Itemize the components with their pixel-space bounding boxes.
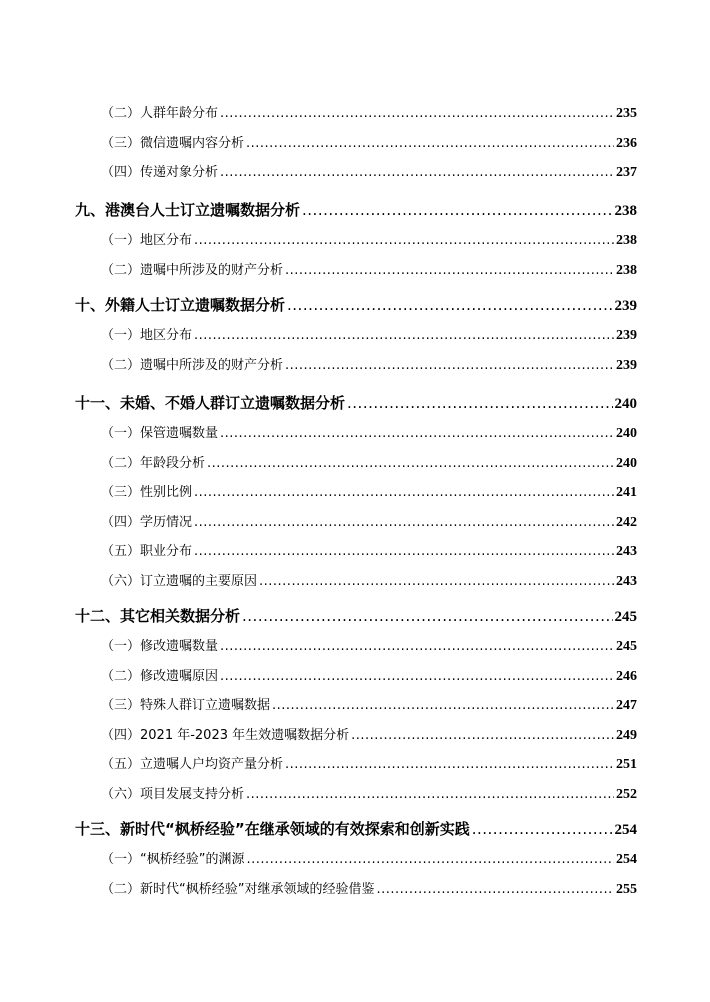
dot-leader bbox=[259, 575, 614, 588]
toc-entry-title: （一）修改遗嘱数量 bbox=[101, 639, 219, 654]
dot-leader bbox=[285, 359, 614, 372]
toc-entry[interactable] bbox=[101, 354, 637, 374]
toc-entry-title: （五）职业分布 bbox=[101, 544, 193, 559]
toc-entry-title: （四）传递对象分析 bbox=[101, 165, 219, 180]
dot-leader bbox=[220, 670, 614, 683]
toc-page-number: 247 bbox=[616, 698, 637, 713]
toc-entry[interactable] bbox=[101, 102, 637, 122]
toc-entry[interactable] bbox=[101, 635, 637, 655]
toc-entry[interactable] bbox=[101, 878, 637, 898]
toc-page-number: 238 bbox=[616, 233, 637, 248]
toc-page-number: 235 bbox=[616, 106, 637, 121]
dot-leader bbox=[351, 729, 614, 742]
toc-page-number: 240 bbox=[616, 426, 637, 441]
toc-section-entry[interactable] bbox=[75, 199, 637, 220]
toc-entry[interactable] bbox=[101, 452, 637, 472]
dot-leader bbox=[194, 516, 614, 529]
toc-page-number: 255 bbox=[616, 882, 637, 897]
dot-leader bbox=[285, 758, 614, 771]
toc-entry[interactable] bbox=[101, 694, 637, 714]
toc-entry[interactable] bbox=[101, 665, 637, 685]
dot-leader bbox=[246, 788, 614, 801]
toc-entry-title: （二）修改遗嘱原因 bbox=[101, 669, 219, 684]
toc-entry[interactable] bbox=[101, 229, 637, 249]
toc-section-title: 九、港澳台人士订立遗嘱数据分析 bbox=[75, 201, 301, 219]
toc-page-number: 240 bbox=[616, 456, 637, 471]
toc-page-number: 245 bbox=[614, 609, 637, 625]
toc-entry[interactable] bbox=[101, 132, 637, 152]
dot-leader bbox=[207, 457, 614, 470]
toc-entry-title: （三）特殊人群订立遗嘱数据 bbox=[101, 698, 271, 713]
dot-leader bbox=[347, 396, 612, 411]
toc-section-entry[interactable] bbox=[75, 605, 637, 626]
toc-entry-title: （二）人群年龄分布 bbox=[101, 106, 219, 121]
toc-page-number: 251 bbox=[616, 757, 637, 772]
toc-entry-title: （五）立遗嘱人户均资产量分析 bbox=[101, 757, 284, 772]
dot-leader bbox=[194, 234, 614, 247]
toc-entry[interactable] bbox=[101, 570, 637, 590]
toc-page-number: 243 bbox=[616, 574, 637, 589]
toc-section-title: 十三、新时代“枫桥经验”在继承领域的有效探索和创新实践 bbox=[75, 820, 470, 838]
dot-leader bbox=[220, 640, 614, 653]
toc-entry-title: （三）微信遗嘱内容分析 bbox=[101, 136, 245, 151]
toc-entry-title: （一）地区分布 bbox=[101, 328, 193, 343]
toc-page-number: 238 bbox=[614, 203, 637, 219]
dot-leader bbox=[285, 264, 614, 277]
dot-leader bbox=[376, 883, 614, 896]
toc-section-title: 十二、其它相关数据分析 bbox=[75, 607, 241, 625]
toc-entry-title: （一）“枫桥经验”的渊源 bbox=[101, 852, 245, 867]
toc-page-number: 254 bbox=[614, 822, 637, 838]
toc-section-entry[interactable] bbox=[75, 818, 637, 839]
toc-entry[interactable] bbox=[101, 783, 637, 803]
toc-page-number: 245 bbox=[616, 639, 637, 654]
toc-entry-title: （二）新时代“枫桥经验”对继承领域的经验借鉴 bbox=[101, 882, 375, 897]
toc-page-number: 243 bbox=[616, 544, 637, 559]
toc-entry[interactable] bbox=[101, 753, 637, 773]
toc-page-number: 252 bbox=[616, 787, 637, 802]
dot-leader bbox=[220, 427, 614, 440]
dot-leader bbox=[287, 298, 612, 313]
toc-entry[interactable] bbox=[101, 161, 637, 181]
toc-entry-title: （一）保管遗嘱数量 bbox=[101, 426, 219, 441]
toc-entry[interactable] bbox=[101, 540, 637, 560]
toc-entry[interactable] bbox=[101, 422, 637, 442]
dot-leader bbox=[194, 329, 614, 342]
toc-page-number: 239 bbox=[616, 328, 637, 343]
toc-page-number: 238 bbox=[616, 263, 637, 278]
toc-section-title: 十、外籍人士订立遗嘱数据分析 bbox=[75, 296, 286, 314]
toc-entry-title: （一）地区分布 bbox=[101, 233, 193, 248]
toc-page-number: 239 bbox=[616, 358, 637, 373]
toc-entry[interactable] bbox=[101, 511, 637, 531]
toc-page-number: 240 bbox=[614, 396, 637, 412]
dot-leader bbox=[194, 545, 614, 558]
toc-entry-title: （六）订立遗嘱的主要原因 bbox=[101, 574, 258, 589]
dot-leader bbox=[246, 137, 614, 150]
toc-section-entry[interactable] bbox=[75, 392, 637, 413]
toc-entry-title: （二）年龄段分析 bbox=[101, 456, 206, 471]
toc-entry-title: （四）2021 年-2023 年生效遗嘱数据分析 bbox=[101, 728, 350, 743]
toc-page-number: 249 bbox=[616, 728, 637, 743]
dot-leader bbox=[220, 166, 614, 179]
toc-page-number: 236 bbox=[616, 136, 637, 151]
toc-page-number: 246 bbox=[616, 669, 637, 684]
dot-leader bbox=[242, 609, 612, 624]
toc-entry-title: （六）项目发展支持分析 bbox=[101, 787, 245, 802]
toc-entry[interactable] bbox=[101, 324, 637, 344]
toc-entry-title: （三）性别比例 bbox=[101, 485, 193, 500]
toc-page-number: 254 bbox=[616, 852, 637, 867]
dot-leader bbox=[302, 203, 612, 218]
toc-page-number: 241 bbox=[616, 485, 637, 500]
toc-page-number: 239 bbox=[614, 298, 637, 314]
toc-entry[interactable] bbox=[101, 848, 637, 868]
dot-leader bbox=[194, 486, 614, 499]
toc-entry-title: （二）遗嘱中所涉及的财产分析 bbox=[101, 358, 284, 373]
toc-entry[interactable] bbox=[101, 481, 637, 501]
toc-page-number: 237 bbox=[616, 165, 637, 180]
toc-page-number: 242 bbox=[616, 515, 637, 530]
dot-leader bbox=[220, 107, 614, 120]
toc-entry-title: （二）遗嘱中所涉及的财产分析 bbox=[101, 263, 284, 278]
toc-entry[interactable] bbox=[101, 259, 637, 279]
toc-entry[interactable] bbox=[101, 724, 637, 744]
toc-section-entry[interactable] bbox=[75, 294, 637, 315]
toc-section-title: 十一、未婚、不婚人群订立遗嘱数据分析 bbox=[75, 394, 346, 412]
toc-entry-title: （四）学历情况 bbox=[101, 515, 193, 530]
dot-leader bbox=[472, 822, 613, 837]
dot-leader bbox=[272, 699, 614, 712]
dot-leader bbox=[246, 853, 614, 866]
